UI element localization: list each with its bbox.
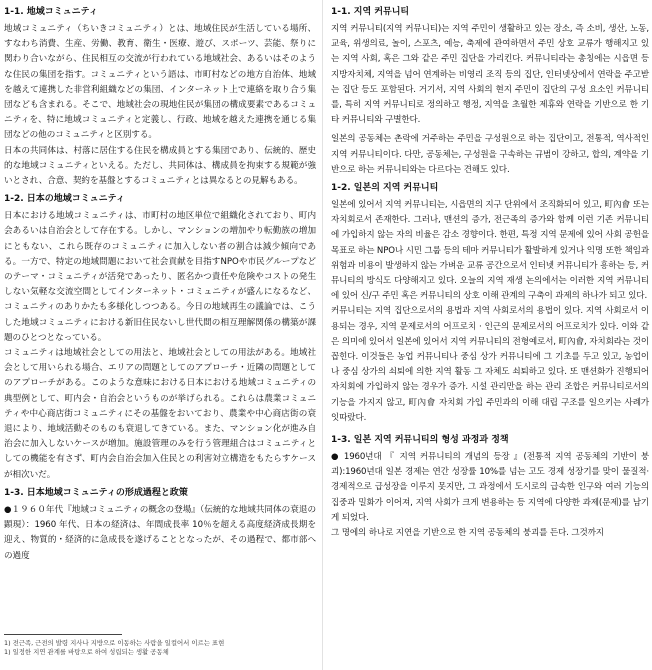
section-heading-1-1-ko: 1-1. 지역 커뮤니티 — [331, 7, 410, 17]
paragraph-ja-1: 地域コミュニティ（ちいきコミュニティ）とは、地域住民が生活している場所、すなわち消費、生産、労働、教育、衛生・医療、遊び、スポーツ、芸能、祭りに関わり合いながら、住民相互の交流が行われている地域社会、あるいはそのような住民の集団を指す。コミュニティという語は、市町村などの地方自治体、地域を越えて連携した非営利組織などの集団、インターネット上で連絡を取り合う集団なども含まれる。そこで、地域社会の現地住民が集団の構成要素であるコミュニティを、特に地域コミュニティと定義し、行政、地域を越えた連携を通じる集団などの他のコミュニティと区別する。 — [4, 24, 316, 141]
footnote-rule — [4, 634, 122, 635]
section-heading-1-1-ja: 1-1. 地域コミュニティ — [4, 7, 98, 17]
footnotes — [4, 634, 316, 657]
korean-column — [331, 2, 649, 541]
section-heading-1-3-ja: 1-3. 日本地域コミュニティの形成過程と政策 — [4, 487, 188, 498]
column-divider — [322, 0, 323, 670]
paragraph-ja-3: 日本における地域コミュニティは、市町村の地区単位で組織化されており、町内会あるいは自治会として存在する。しかし、マンションの増加やり転勤族の増加にともない、これら既存のコミュニティに加入しない者の割合は減少傾向である。一方で、特定の地域問題において社会貢献を目指すNPOや市民グループなどのテーマ・コミュニティが活発であったり、匿名かつ責任や危険やコストの発生しない気軽な交流空間としてインターネット・コミュニティが盛んになるなど、コミュニティのありかたも多様化しつつある。今日の地域再生の議論では、こうした地域コミュニティにおける新旧住民ないし世代間の相互理解関係の構築が課題のひとつとなっている。 — [4, 211, 316, 343]
paragraph-ko-3: 일본에 있어서 지역 커뮤니티는, 시읍면의 지구 단위에서 조직화되어 있고, 町內會 또는 자치회로서 존재한다. 그러나, 맨션의 증가, 전근족의 증가와 함께 이런 기존 커뮤니티에 가입하지 않는 자의 비율은 감소 경향이다. 한편, 특정 지역 문제에 있어 사회 공헌을 목표로 하는 NPO나 시민 그룹 등의 테마 커뮤니티가 활발하게 있거나 익명 또한 책임과 위험과 비용이 발생하지 않는 가벼운 교류 공간으로서 인터넷 커뮤니티가 흥하는 등, 커뮤니티의 방식도 다양해지고 있다. 오늘의 지역 재생 논의에서는 이러한 지역 커뮤니티에 있어 신/구 주민 혹은 커뮤니티의 상호 이해 관계의 구축이 과제의 하나가 되고 있다. — [331, 200, 649, 302]
paragraph-ko-4: 커뮤니티는 지역 집단으로서의 용법과 지역 사회로서의 용법이 있다. 지역 사회로서 이용되는 경우, 지역 문제로서의 어프로치 · 인근의 문제로서의 어프로치가 있다. 이와 같은 의미에 있어서 일본에 있어서 지역 커뮤니티의 전형예로서, 町內會, 자치회라는 것이 꼽힌다. 이것들은 농업 커뮤니티나 중심 상가 커뮤니티에 그 기초를 두고 있고, 농업이나 중심 상가의 쇠퇴에 의한 지역 활동 그 자체도 쇠퇴하고 있다. 또 맨션화가 진행되어 자치회에 가입하지 않는 경우가 증가. 시설 관리만을 하는 관리 조합은 커뮤니티로서의 기능을 가지지 않고, 町內會 자치회 가입 주민과의 이해 대립 구조를 일으키는 사례가 잇따랐다. — [331, 306, 649, 423]
footnote-1: 1) 전근족, 근전의 발령 지사나 지방으로 이동하는 사람을 일컬어서 이르는 표현 — [4, 639, 225, 647]
footnote-2: 1) 일정한 지연 관계를 바탕으로 하여 성립되는 생활 공동체 — [4, 648, 169, 656]
paragraph-ko-6: 그 명에의 하나로 지연을 기반으로 한 지역 공동체의 붕괴를 든다. 그것까지 — [331, 528, 604, 539]
paragraph-ja-4: コミュニティは地域社会としての用法と、地域社会としての用法がある。地域社会として用いられる場合、エリアの問題としてのアプローチ・近隣の問題としてのアプローチがある。このような意味における日本における地域コミュニティの典型例として、町内会・自治会というものが挙げられる。これらは農業コミュニティや中心商店街コミュニティにその基盤をおいており、農業や中心商店街の衰退により、地域活動そのものも衰退してきている。また、マンション化が進み自治会に加入しないケースが増加。施設管理のみを行う管理組合はコミュニティとしての機能を有さず、町内会自治会加入住民との利害対立構造をもたらすケースが相次いだ。 — [4, 348, 316, 480]
paragraph-ja-2: 日本の共同体は、村落に居住する住民を構成員とする集団であり、伝統的、歴史的な地域コミュニティといえる。ただし、共同体は、構成員を拘束する規範が強いとされ、合意、契約を基盤とするコミュニティとは異なるとの見解もある。 — [4, 145, 316, 187]
section-heading-1-3-ko: 1-3. 일본 지역 커뮤니티의 형성 과정과 정책 — [331, 435, 509, 446]
paragraph-ja-5: ●１９６０年代『地域コミュニティの概念の登場』（伝統的な地域共同体の衰退の顕現）：1960 年代、日本の経済は、年間成長率 10％を超える高度経済成長期を迎え、物質的・経済的に急成長を遂げることとなったが、その過程で、都市部への過度 — [4, 504, 316, 561]
section-heading-1-2-ja: 1-2. 日本の地域コミュニティ — [4, 194, 125, 205]
paragraph-ko-1: 지역 커뮤니티(지역 커뮤니티)는 지역 주민이 생활하고 있는 장소, 즉 소비, 생산, 노동, 교육, 위생의료, 놀이, 스포츠, 예능, 축제에 관여하면서 주민 상호 교류가 행해지고 있는 지역 사회, 혹은 그와 같은 주민 집단을 가리킨다. 커뮤니티라는 총칭에는 시읍면 등 지방자치체, 지역을 넘어 연계하는 비영리 조직 등의 집단, 인터넷상에서 연락을 주고받는 집단 등도 포함된다. 거기서, 지역 사회의 현지 주민이 집단의 구성 요소인 커뮤니티를, 특히 지역 커뮤니티로 정의하고 행정, 지역을 초월한 제휴와 연락을 기반으로 한 기타 커뮤니티와 구별한다. — [331, 24, 649, 126]
japanese-column — [4, 2, 316, 564]
paragraph-ko-2: 일본의 공동체는 촌락에 거주하는 주민을 구성원으로 하는 집단이고, 전통적, 역사적인 지역 커뮤니티이다. 다만, 공동체는, 구성원을 구속하는 규범이 강하고, 합의, 계약을 기반으로 하는 커뮤니티와는 다르다는 견해도 있다. — [331, 134, 649, 175]
section-heading-1-2-ko: 1-2. 일본의 지역 커뮤니티 — [331, 183, 439, 194]
paragraph-ko-5: ● 1960년대 『 지역 커뮤니티의 개념의 등장 』(전통적 지역 공동체의 기반이 붕괴):1960년대 일본 경제는 연간 성장률 10%를 넘는 고도 경제 성장기를 맞이 물질적·경제적으로 급성장을 이루지 못지만, 그 과정에서 도시로의 급속한 인구와 여러 기능의 집중과 밀화가 이어져, 지역 사회가 크게 변용하는 등 지역에 다양한 과제(문제)를 남기게 되었다. — [331, 452, 649, 523]
